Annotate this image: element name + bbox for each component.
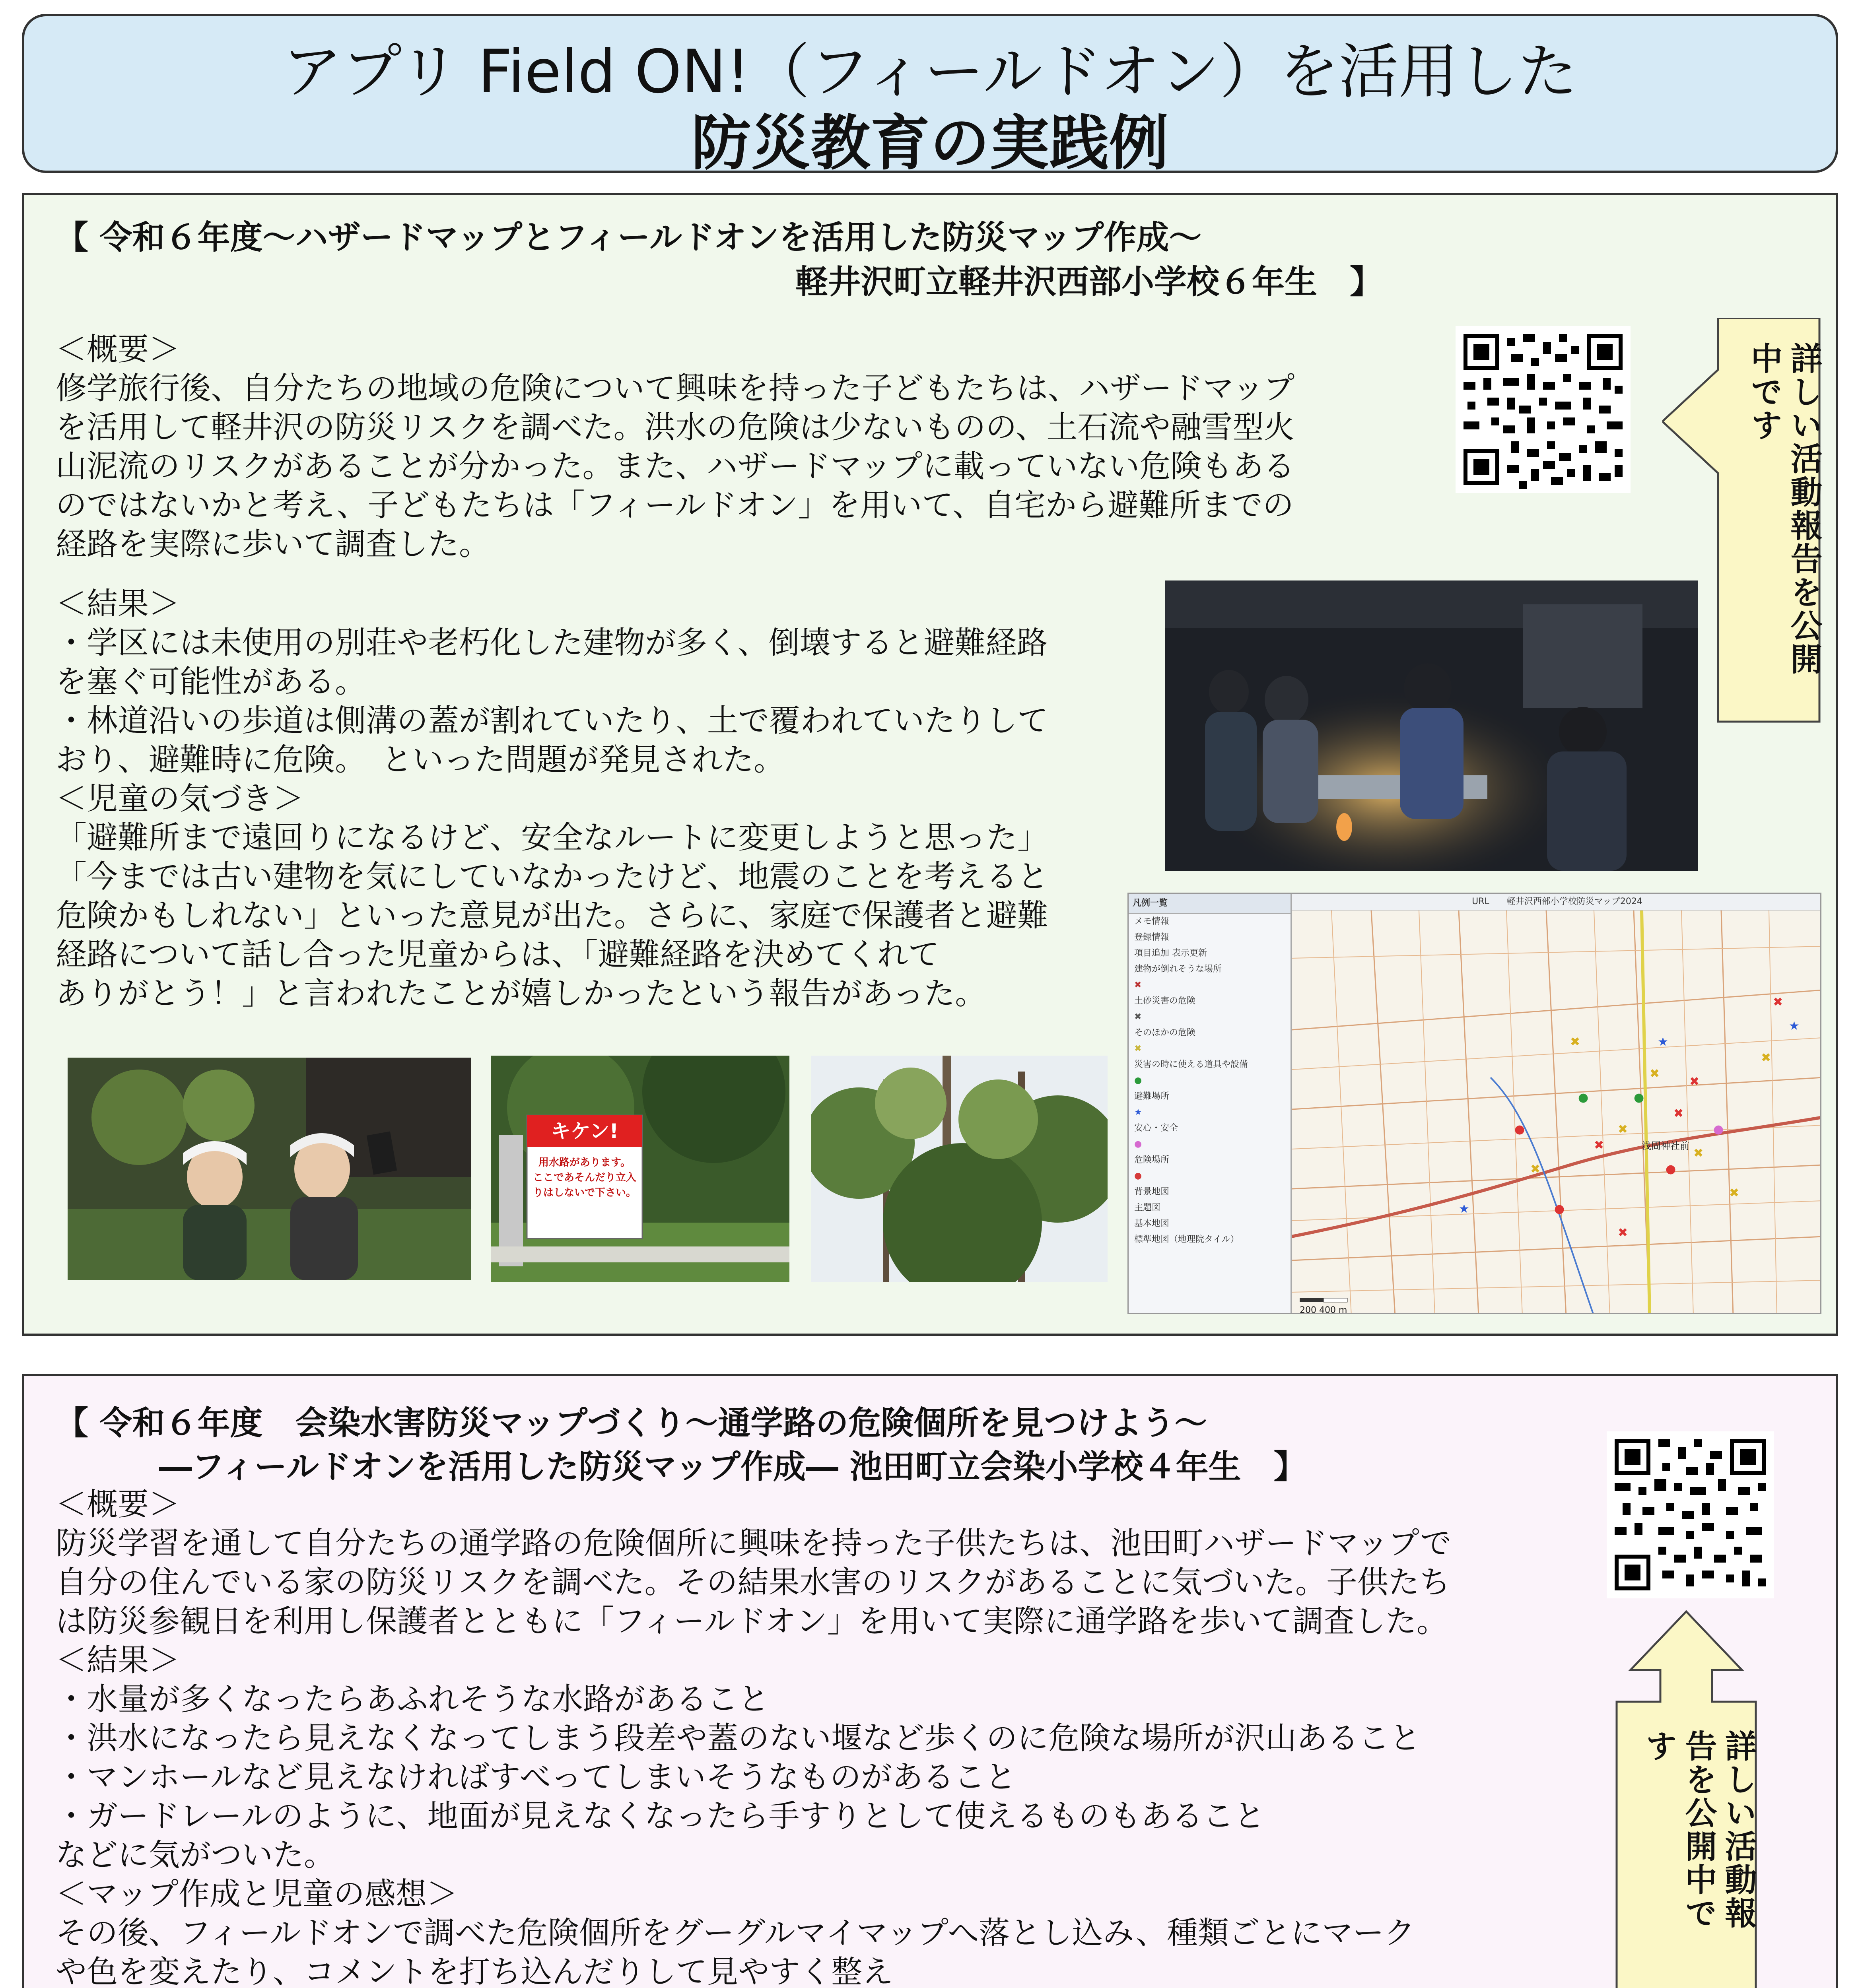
legend-icon: ★ bbox=[1134, 1107, 1142, 1117]
section2-heading-line1: 【 令和６年度 会染水害防災マップづくり～通学路の危険個所を見つけよう～ bbox=[56, 1404, 1207, 1442]
legend-row: 背景地図 bbox=[1134, 1187, 1170, 1197]
map1-legend-panel bbox=[1129, 894, 1292, 1314]
results-label: ＜結果＞ bbox=[56, 1642, 180, 1678]
svg-text:✖: ✖ bbox=[1530, 1162, 1541, 1176]
svg-text:✖: ✖ bbox=[1650, 1067, 1660, 1081]
photo-night-activity bbox=[1165, 580, 1698, 871]
legend-row: 建物が倒れそうな場所 bbox=[1134, 964, 1222, 974]
overview-label: ＜概要＞ bbox=[56, 1487, 180, 1522]
text-line: 経路を実際に歩いて調査した。 bbox=[56, 526, 490, 562]
callout-text-2: 詳しい活動報告を公開中です bbox=[1640, 1730, 1757, 1930]
text-line: を塞ぐ可能性がある。 bbox=[56, 664, 366, 700]
page-title-line1: アプリ Field ON!（フィールドオン）を活用した bbox=[282, 37, 1578, 107]
text-line: ・ガードレールのように、地面が見えなくなったら手すりとして使えるものもあること bbox=[56, 1798, 1265, 1834]
svg-text:●: ● bbox=[1514, 1122, 1525, 1136]
text-line: ・学区には未使用の別荘や老朽化した建物が多く、倒壊すると避難経路 bbox=[56, 625, 1048, 661]
sign-line: ここであそんだり立入 bbox=[533, 1172, 636, 1184]
qr-code-section1[interactable] bbox=[1456, 326, 1631, 493]
map1-title bbox=[1292, 894, 1821, 911]
svg-text:●: ● bbox=[1578, 1091, 1589, 1105]
svg-text:✖: ✖ bbox=[1618, 1122, 1628, 1136]
legend-row: 項目追加 表示更新 bbox=[1134, 948, 1207, 958]
sign-line: りはしないで下さい。 bbox=[533, 1187, 636, 1199]
title-banner bbox=[22, 14, 1838, 178]
findings-label: ＜児童の気づき＞ bbox=[56, 781, 304, 817]
svg-text:●: ● bbox=[1666, 1162, 1676, 1176]
photo-danger-sign bbox=[491, 1056, 789, 1282]
text-line: ・マンホールなど見えなければすべってしまいそうなものがあること bbox=[56, 1759, 1016, 1795]
map1-canvas[interactable] bbox=[1292, 894, 1821, 1314]
page-title-line2: 防災教育の実践例 bbox=[691, 109, 1169, 178]
svg-text:★: ★ bbox=[1459, 1202, 1469, 1216]
svg-text:✖: ✖ bbox=[1594, 1138, 1604, 1152]
svg-text:●: ● bbox=[1713, 1122, 1724, 1136]
text-line: 山泥流のリスクがあることが分かった。また、ハザードマップに載っていない危険もある bbox=[56, 448, 1295, 484]
sign-body bbox=[531, 1155, 638, 1200]
legend-icon: ✖ bbox=[1134, 1012, 1142, 1022]
legend-row: メモ情報 bbox=[1134, 916, 1170, 926]
legend-row: 土砂災害の危険 bbox=[1134, 996, 1196, 1006]
svg-text:★: ★ bbox=[1658, 1035, 1668, 1049]
legend-icon: ● bbox=[1134, 1076, 1142, 1085]
text-line: や色を変えたり、コメントを打ち込んだりして見やすく整え bbox=[56, 1954, 894, 1988]
impressions-label: ＜マップ作成と児童の感想＞ bbox=[56, 1876, 458, 1912]
text-line: 「避難所まで遠回りになるけど、安全なルートに変更しようと思った」 bbox=[56, 820, 1049, 856]
svg-text:●: ● bbox=[1554, 1202, 1565, 1216]
text-line: おり、避難時に危険。 といった問題が発見された。 bbox=[56, 742, 785, 778]
legend-row: 基本地図 bbox=[1134, 1219, 1170, 1229]
text-line: のではないかと考え、子どもたちは「フィールドオン」を用いて、自宅から避難所までの bbox=[56, 487, 1294, 523]
legend-row: 標準地図（地理院タイル） bbox=[1134, 1235, 1239, 1244]
text-line: ・水量が多くなったらあふれそうな水路があること bbox=[56, 1681, 770, 1717]
text-line: を活用して軽井沢の防災リスクを調べた。洪水の危険は少ないものの、土石流や融雪型火 bbox=[56, 410, 1295, 445]
text-line: 危険かもしれない」といった意見が出た。さらに、家庭で保護者と避難 bbox=[56, 898, 1049, 934]
section1-overview bbox=[56, 330, 1294, 564]
section1-heading-line2: 軽井沢町立軽井沢西部小学校６年生 】 bbox=[795, 263, 1383, 301]
map1-title-text: 軽井沢西部小学校防災マップ2024 bbox=[1506, 897, 1642, 907]
svg-text:✖: ✖ bbox=[1729, 1186, 1739, 1200]
text-line: ありがとう！」と言われたことが嬉しかったという報告があった。 bbox=[56, 976, 986, 1011]
section2-overview bbox=[56, 1485, 1451, 1988]
photo-children-tablet bbox=[68, 1058, 471, 1280]
svg-text:✖: ✖ bbox=[1673, 1107, 1684, 1120]
legend-header: 凡例一覧 bbox=[1129, 894, 1291, 914]
callout-section2 bbox=[1615, 1610, 1758, 1988]
legend-icon: ✖ bbox=[1134, 1044, 1142, 1054]
overview-label: ＜概要＞ bbox=[56, 332, 180, 367]
svg-text:✖: ✖ bbox=[1618, 1226, 1628, 1240]
legend-row: 災害の時に使える道具や設備 bbox=[1134, 1060, 1248, 1070]
legend-row: 避難場所 bbox=[1134, 1091, 1170, 1101]
legend-row: 主題図 bbox=[1134, 1203, 1161, 1213]
legend-icon: ✖ bbox=[1134, 980, 1142, 990]
section1-heading-line1: 【 令和６年度～ハザードマップとフィールドオンを活用した防災マップ作成～ bbox=[56, 219, 1202, 256]
svg-text:✖: ✖ bbox=[1761, 1051, 1771, 1065]
svg-text:✖: ✖ bbox=[1693, 1146, 1704, 1160]
section1-results bbox=[56, 584, 1048, 1013]
legend-row: 危険場所 bbox=[1134, 1155, 1170, 1165]
text-line: などに気がついた。 bbox=[56, 1837, 335, 1873]
text-line: は防災参観日を利用し保護者とともに「フィールドオン」を用いて実際に通学路を歩いて調査した。 bbox=[56, 1604, 1448, 1639]
text-line: 「今までは古い建物を気にしていなかったけど、地震のことを考えると bbox=[56, 859, 1049, 895]
svg-text:●: ● bbox=[1634, 1091, 1644, 1105]
results-label: ＜結果＞ bbox=[56, 586, 180, 622]
legend-row: 登録情報 bbox=[1134, 932, 1170, 942]
text-line: ・林道沿いの歩道は側溝の蓋が割れていたり、土で覆われていたりして bbox=[56, 703, 1049, 739]
qr-code-section2[interactable] bbox=[1607, 1431, 1774, 1598]
callout-text-1: 詳しい活動報告を公開中です bbox=[1745, 342, 1822, 676]
text-line: 防災学習を通して自分たちの通学路の危険個所に興味を持った子供たちは、池田町ハザードマップで bbox=[56, 1526, 1452, 1561]
legend-icon: ● bbox=[1134, 1139, 1142, 1149]
sign-line: 用水路があります。 bbox=[538, 1157, 631, 1169]
svg-text:★: ★ bbox=[1789, 1019, 1800, 1033]
legend-row: そのほかの危険 bbox=[1134, 1028, 1196, 1038]
legend-icon: ● bbox=[1134, 1171, 1142, 1181]
section2-heading-line2: ―フィールドオンを活用した防災マップ作成― 池田町立会染小学校４年生 】 bbox=[159, 1448, 1306, 1486]
svg-text:✖: ✖ bbox=[1773, 995, 1783, 1009]
map-karuizawa[interactable] bbox=[1127, 893, 1821, 1314]
map1-scale: 200 400 m bbox=[1300, 1305, 1347, 1314]
text-line: 修学旅行後、自分たちの地域の危険について興味を持った子どもたちは、ハザードマップ bbox=[56, 371, 1295, 406]
svg-text:✖: ✖ bbox=[1689, 1075, 1700, 1089]
map1-place-label: 浅間神社前 bbox=[1642, 1140, 1689, 1151]
text-line: 経路について話し合った児童からは、「避難経路を決めてくれて bbox=[56, 937, 939, 973]
photo-forest bbox=[811, 1056, 1108, 1282]
svg-text:✖: ✖ bbox=[1570, 1035, 1580, 1049]
text-line: ・洪水になったら見えなくなってしまう段差や蓋のない堰など歩くのに危険な場所が沢山あること bbox=[56, 1720, 1421, 1756]
sign-title: キケン! bbox=[550, 1120, 619, 1143]
text-line: その後、フィールドオンで調べた危険個所をグーグルマイマップへ落とし込み、種類ごとにマーク bbox=[56, 1915, 1415, 1951]
map1-url-button[interactable]: URL bbox=[1472, 897, 1489, 907]
text-line: 自分の住んでいる家の防災リスクを調べた。その結果水害のリスクがあることに気づいた。子供たち bbox=[56, 1565, 1450, 1600]
legend-row: 安心・安全 bbox=[1134, 1123, 1178, 1133]
